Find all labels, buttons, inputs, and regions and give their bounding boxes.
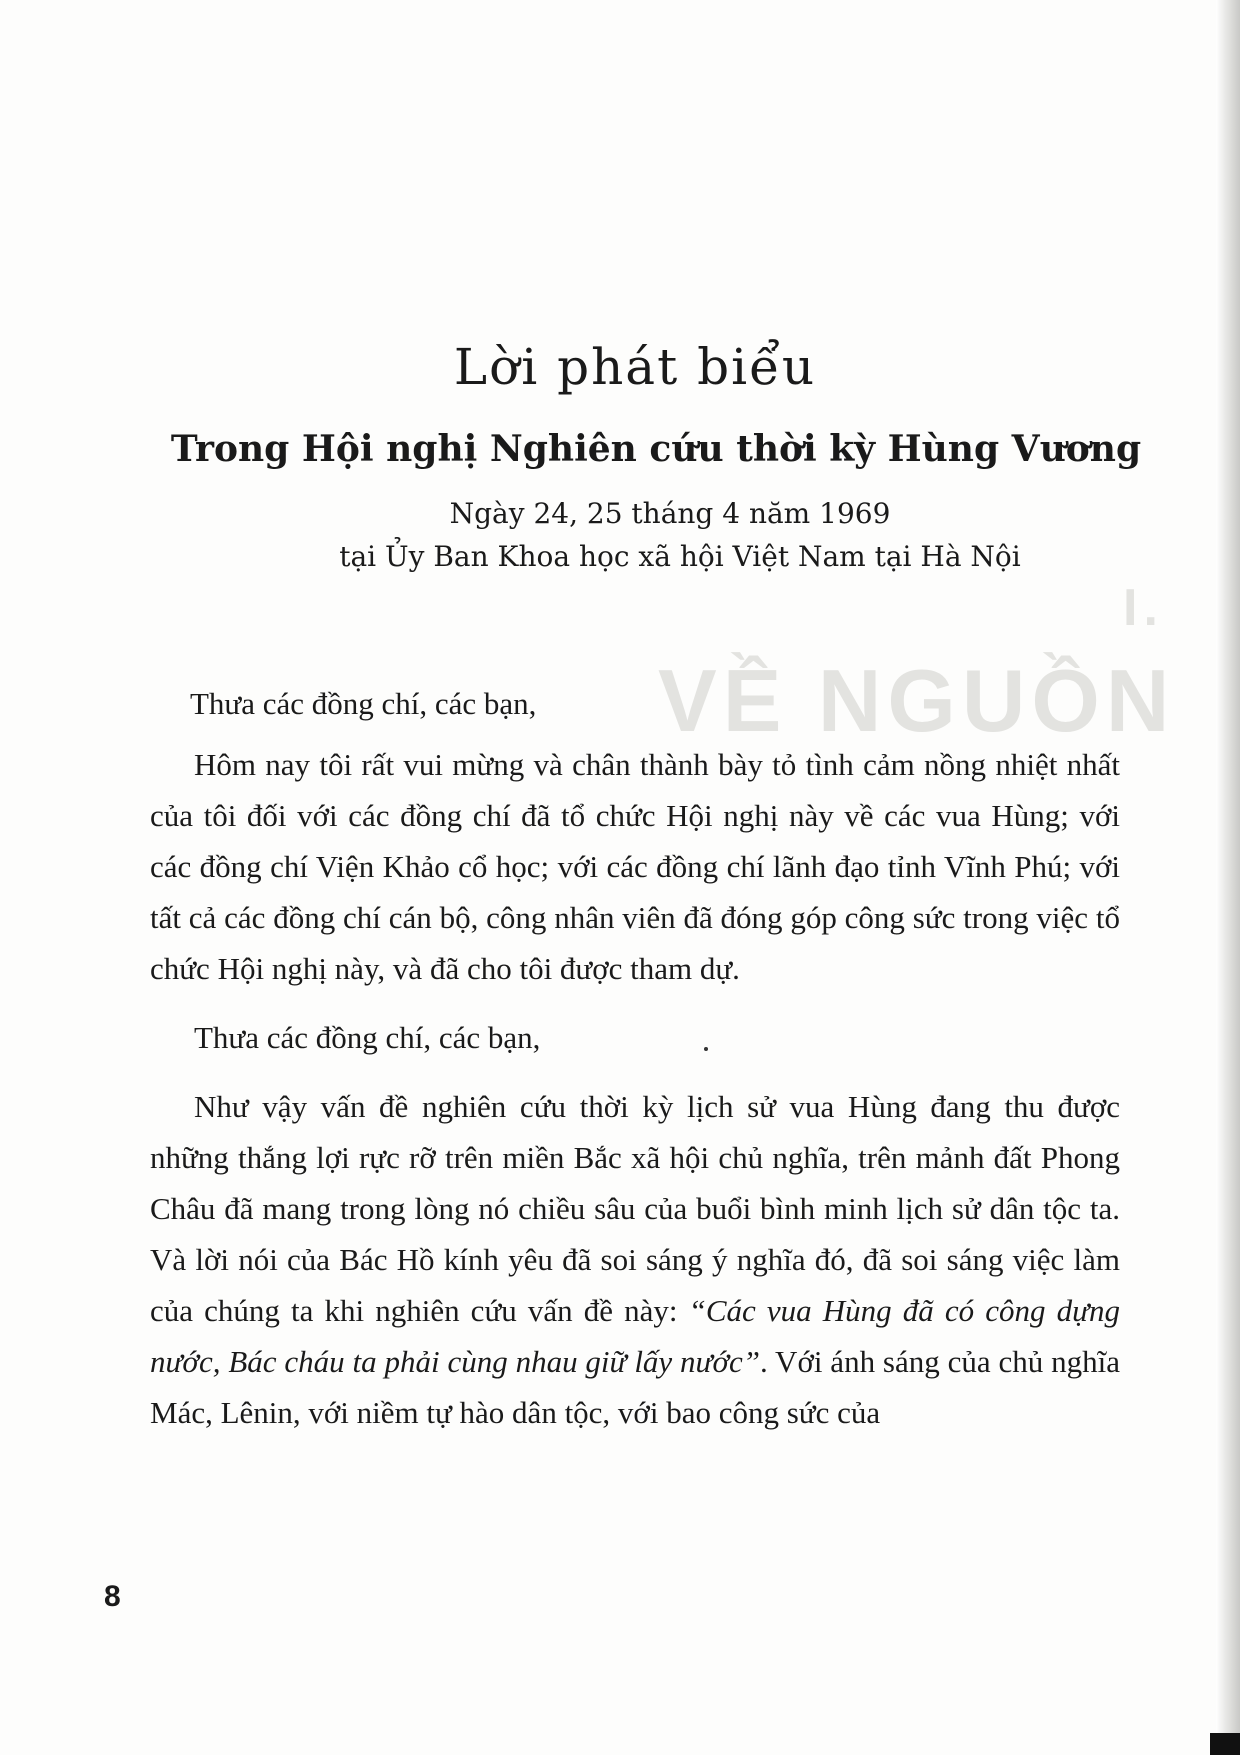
- salutation: Thưa các đồng chí, các bạn,: [190, 686, 537, 721]
- paragraph: Hôm nay tôi rất vui mừng và chân thành bày tỏ tình cảm nồng nhiệt nhất của tôi đối với các đồng chí đã tổ chức Hội nghị này về các vua Hùng; với các đồng chí Viện Khảo cổ học; với các đồng chí lãnh đạo tỉnh Vĩnh Phú; với tất cả các đồng chí cán bộ, công nhân viên đã đóng góp công sức trong việc tổ chức Hội nghị này, và đã cho tôi được tham dự.: [150, 747, 1120, 986]
- bleed-through-section-number: I.: [1123, 579, 1164, 637]
- ink-speck: [704, 1047, 708, 1051]
- event-date: Ngày 24, 25 tháng 4 năm 1969: [449, 497, 891, 530]
- paragraph-text: . Với ánh sáng của chủ nghĩa Mác, Lênin, với niềm tự hào dân tộc, với bao công sức của: [150, 1344, 1120, 1430]
- salutation: Thưa các đồng chí, các bạn,: [194, 1020, 541, 1055]
- bleed-through-heading: VỀ NGUỒN: [658, 651, 1176, 750]
- page-corner-shadow: [1210, 1733, 1240, 1755]
- page-subtitle: Trong Hội nghị Nghiên cứu thời kỳ Hùng Vương: [170, 428, 1142, 470]
- page-title: Lời phát biểu: [453, 338, 817, 396]
- paragraph: [150, 1081, 1120, 1438]
- page-number: 8: [104, 1580, 121, 1613]
- paragraph-text: Như vậy vấn đề nghiên cứu thời kỳ lịch sử vua Hùng đang thu được những thắng lợi rực rỡ trên miền Bắc xã hội chủ nghĩa, trên mảnh đất Phong Châu đã mang trong lòng nó chiều sâu của buổi bình minh lịch sử dân tộc ta. Và lời nói của Bác Hồ kính yêu đã soi sáng ý nghĩa đó, đã soi sáng việc làm của chúng ta khi nghiên cứu vấn đề này:: [150, 1089, 1120, 1328]
- event-place: tại Ủy Ban Khoa học xã hội Việt Nam tại Hà Nội: [339, 540, 1021, 573]
- page-edge-shadow: [1216, 0, 1240, 1755]
- ho-chi-minh-quote: “Các vua Hùng đã có công dựng nước, Bác cháu ta phải cùng nhau giữ lấy nước”: [150, 1293, 1121, 1379]
- speech-body: [150, 678, 1120, 1438]
